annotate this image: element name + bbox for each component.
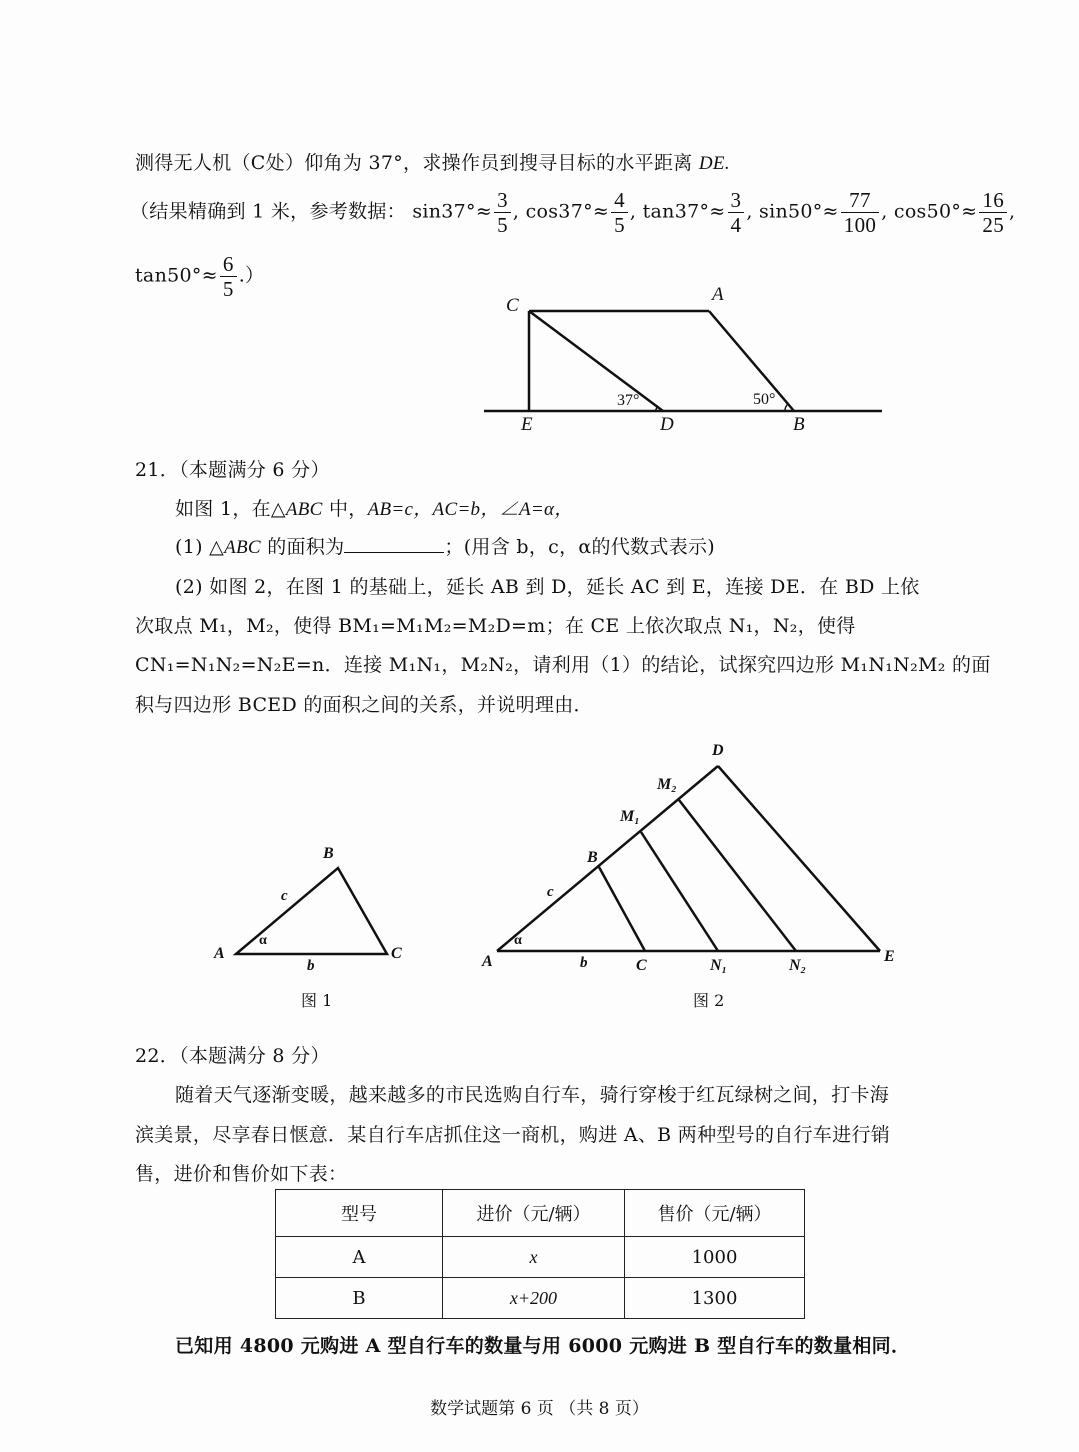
table-cell: 1000 [625, 1237, 805, 1278]
q22-heading: 22．（本题满分 8 分） [135, 1045, 330, 1067]
table-cell: A [276, 1237, 443, 1278]
q22-para-line2: 滨美景，尽享春日惬意．某自行车店抓住这一商机，购进 A、B 两种型号的自行车进行销 [135, 1124, 891, 1146]
table-cell: 1300 [625, 1278, 805, 1319]
fraction-den: 5 [614, 213, 625, 237]
price-table [275, 1189, 805, 1319]
table-header-price: 售价（元/辆） [625, 1190, 805, 1237]
fig2-point-n2: N₂ [789, 957, 807, 974]
q22-para-line1: 随着天气逐渐变暖，越来越多的市民选购自行车，骑行穿梭于红瓦绿树之间，打卡海 [175, 1084, 890, 1106]
ref-label: sin37°≈ [412, 200, 493, 223]
table-header-model: 型号 [276, 1190, 443, 1237]
fig2-side-c: c [547, 884, 554, 900]
q21-part2-line1: (2) 如图 2，在图 1 的基础上，延长 AB 到 D，延长 AC 到 E，连接 DE．在 BD 上依 [175, 576, 920, 598]
fraction-num: 3 [494, 188, 511, 213]
table-cell: x [443, 1237, 625, 1278]
fig2-point-b: B [587, 849, 598, 866]
table-cell: B [276, 1278, 443, 1319]
angle-label-d: 37° [617, 392, 640, 409]
q20-reference-data: （结果精确到 1 米，参考数据： sin37°≈ $\frac{3}{5}$ , cos37°≈ $\frac{4}{5}$ , tan37°≈ $\frac{3}{4}$ , sin50°≈ $\frac{77}{100}$ , cos50°≈ $\frac{16}{25}$ , [130, 188, 1016, 237]
fraction-num: 77 [841, 188, 879, 213]
q21-part2-line2: 次取点 M₁，M₂，使得 BM₁=M₁M₂=M₂D=m；在 CE 上依次取点 N₁，N₂，使得 [135, 615, 856, 637]
fig1-point-c: C [391, 945, 402, 962]
fraction-num: 6 [220, 252, 237, 277]
fraction-num: 3 [728, 188, 745, 213]
fig2-point-m1: M₁ [620, 808, 640, 825]
table-row [276, 1237, 805, 1278]
triangle-abc: ABC [224, 537, 261, 558]
fig2-point-n1: N₁ [710, 957, 728, 974]
point-label-b: B [793, 414, 805, 435]
point-label-a: A [712, 284, 724, 305]
point-label-d: D [660, 414, 674, 435]
q21-part2-line4: 积与四边形 BCED 的面积之间的关系，并说明理由． [135, 694, 593, 716]
part1-text: (1) △ [175, 536, 225, 558]
fig2-point-a: A [482, 953, 493, 970]
fig2-point-c: C [636, 957, 647, 974]
fig2-point-m2: M₂ [657, 776, 677, 793]
table-header-cost: 进价（元/辆） [443, 1190, 625, 1237]
q21-part2-line3: CN₁=N₁N₂=N₂E=n．连接 M₁N₁，M₂N₂，请利用（1）的结论，试探究四边形 M₁N₁N₂M₂ 的面 [135, 654, 991, 676]
fraction-den: 100 [843, 213, 877, 237]
angle-label-b: 50° [753, 391, 776, 408]
q20-question-text: 测得无人机（C处）仰角为 37°，求操作员到搜寻目标的水平距离 [135, 152, 699, 174]
page-footer: 数学试题第 6 页 （共 8 页） [430, 1399, 649, 1419]
ref-prefix: （结果精确到 1 米，参考数据： [130, 200, 406, 223]
fig1-side-b: b [307, 958, 315, 974]
q22-para-line3: 售，进价和售价如下表： [135, 1163, 348, 1185]
fig2-angle-alpha: α [514, 933, 522, 948]
fraction-num: 4 [611, 188, 628, 213]
ref-suffix: .） [238, 264, 265, 287]
part1-text: 的面积为 [260, 536, 345, 558]
fraction-den: 4 [730, 213, 742, 237]
fraction-den: 5 [497, 213, 508, 237]
fig2-caption: 图 2 [693, 991, 725, 1010]
part1-hint: ；(用含 b，c，α的代数式表示) [444, 536, 716, 558]
intro-text: 如图 1，在△ [175, 498, 286, 520]
point-label-e: E [521, 414, 533, 435]
table-header-row [276, 1190, 805, 1237]
fig2-point-e: E [884, 948, 895, 965]
fraction-den: 5 [222, 277, 234, 301]
triangle-abc: ABC [285, 499, 323, 520]
fraction-num: 16 [979, 188, 1007, 213]
ref-label: tan50°≈ [135, 264, 218, 287]
fig1-caption: 图 1 [301, 991, 333, 1010]
ref-label: sin50°≈ [759, 200, 839, 223]
q22-known-condition: 已知用 4800 元购进 A 型自行车的数量与用 6000 元购进 B 型自行车的数量相同． [175, 1335, 911, 1357]
point-label-c: C [506, 295, 519, 316]
ref-label: cos50°≈ [893, 200, 978, 223]
fig1-point-b: B [323, 845, 334, 862]
fig1-point-a: A [214, 945, 225, 962]
fig1-angle-alpha: α [259, 933, 267, 948]
table-row [276, 1278, 805, 1319]
q20-var-de: DE. [698, 153, 730, 174]
fraction-den: 25 [982, 213, 1005, 237]
ref-label: tan37°≈ [642, 200, 726, 223]
intro-conditions: AB=c，AC=b，∠A=α， [367, 499, 574, 520]
ref-label: cos37°≈ [525, 200, 610, 223]
fig1-side-c: c [281, 888, 288, 904]
q21-heading: 21．（本题满分 6 分） [135, 459, 330, 481]
table-cell: x+200 [443, 1278, 625, 1319]
fig2-side-b: b [580, 955, 588, 971]
fig2-point-d: D [712, 742, 724, 759]
intro-text: 中， [322, 498, 368, 520]
